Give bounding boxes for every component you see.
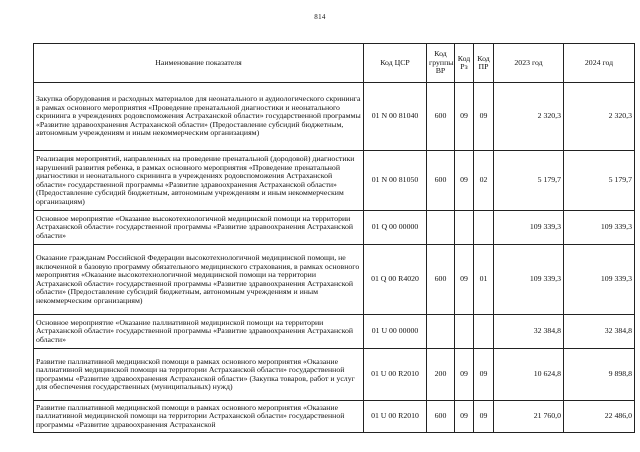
table-header-row [34,44,635,83]
row-vr: 600 [427,151,455,211]
row-vr [427,315,455,349]
header-rz: Код Рз [455,44,474,83]
row-csr: 01 Q 00 R4020 [364,245,427,315]
page-number: 814 [314,13,326,21]
row-csr: 01 N 00 81050 [364,151,427,211]
row-pr: 09 [474,401,494,433]
row-vr: 200 [427,349,455,401]
row-vr: 600 [427,83,455,151]
row-name: Закупка оборудования и расходных материалов для неонатального и аудиологического скрининга в рамках основного мероприятия «Проведение пренатальной диагностики и неонатального скрининга в учреждениях родовспоможения Астраханской области» государственной программы «Развитие здравоохранения Астраханской области» (Предоставление субсидий бюджетным, автономным учреждениям и иным некоммерческим организациям) [34,83,364,151]
row-pr: 02 [474,151,494,211]
row-pr: 01 [474,245,494,315]
row-2024: 5 179,7 [564,151,635,211]
table-row [34,151,635,211]
row-2024: 22 486,0 [564,401,635,433]
row-rz: 09 [455,401,474,433]
table-row [34,211,635,245]
row-name: Основное мероприятие «Оказание высокотехнологичной медицинской помощи на территории Астраханской области» государственной программы «Развитие здравоохранения Астраханской области» [34,211,364,245]
row-2023: 10 624,8 [494,349,564,401]
row-csr: 01 N 00 81040 [364,83,427,151]
row-name: Оказание гражданам Российской Федерации высокотехнологичной медицинской помощи, не включенной в базовую программу обязательного медицинского страхования, в рамках основного мероприятия «Оказание высокотехнологичной медицинской помощи на территории Астраханской области» государственной программы «Развитие здравоохранения Астраханской области» (Предоставление субсидий бюджетным, автономным учреждениям и иным некоммерческим организациям) [34,245,364,315]
row-csr: 01 U 00 R2010 [364,349,427,401]
row-name: Развитие паллиативной медицинской помощи в рамках основного мероприятия «Оказание паллиативной медицинской помощи на территории Астраханской области» государственной программы «Развитие здравоохранения Астраханской [34,401,364,433]
row-2024: 109 339,3 [564,211,635,245]
row-csr: 01 U 00 00000 [364,315,427,349]
row-pr: 09 [474,83,494,151]
row-pr [474,315,494,349]
row-csr: 01 Q 00 00000 [364,211,427,245]
row-name: Развитие паллиативной медицинской помощи в рамках основного мероприятия «Оказание паллиативной медицинской помощи на территории Астраханской области» государственной программы «Развитие здравоохранения Астраханской области» (Закупка товаров, работ и услуг для обеспечения государственных (муниципальных) нужд) [34,349,364,401]
row-rz [455,315,474,349]
row-pr: 09 [474,349,494,401]
header-vr: Код группы ВР [427,44,455,83]
row-rz: 09 [455,151,474,211]
row-rz: 09 [455,349,474,401]
table-row [34,315,635,349]
table-row [34,83,635,151]
row-rz [455,211,474,245]
row-2023: 2 320,3 [494,83,564,151]
budget-table [33,43,635,433]
row-name: Основное мероприятие «Оказание паллиативной медицинской помощи на территории Астраханской области» государственной программы «Развитие здравоохранения Астраханской области» [34,315,364,349]
header-pr: Код ПР [474,44,494,83]
table-row [34,245,635,315]
row-vr: 600 [427,401,455,433]
row-2023: 21 760,0 [494,401,564,433]
header-csr: Код ЦСР [364,44,427,83]
row-2023: 5 179,7 [494,151,564,211]
row-2023: 109 339,3 [494,245,564,315]
row-rz: 09 [455,83,474,151]
row-vr: 600 [427,245,455,315]
row-vr [427,211,455,245]
row-2024: 9 898,8 [564,349,635,401]
header-name: Наименование показателя [34,44,364,83]
row-2024: 2 320,3 [564,83,635,151]
header-2024: 2024 год [564,44,635,83]
row-2024: 109 339,3 [564,245,635,315]
row-pr [474,211,494,245]
row-2023: 32 384,8 [494,315,564,349]
row-csr: 01 U 00 R2010 [364,401,427,433]
header-2023: 2023 год [494,44,564,83]
row-2023: 109 339,3 [494,211,564,245]
row-rz: 09 [455,245,474,315]
table-row [34,401,635,433]
row-name: Реализация мероприятий, направленных на проведение пренатальной (дородовой) диагностики нарушений развития ребенка, в рамках основного мероприятия «Проведение пренатальной диагностики и неонатального скрининга в учреждениях родовспоможения Астраханской области» государственной программы «Развитие здравоохранения Астраханской области» (Предоставление субсидий бюджетным, автономным учреждениям и иным некоммерческим организациям) [34,151,364,211]
row-2024: 32 384,8 [564,315,635,349]
table-row [34,349,635,401]
